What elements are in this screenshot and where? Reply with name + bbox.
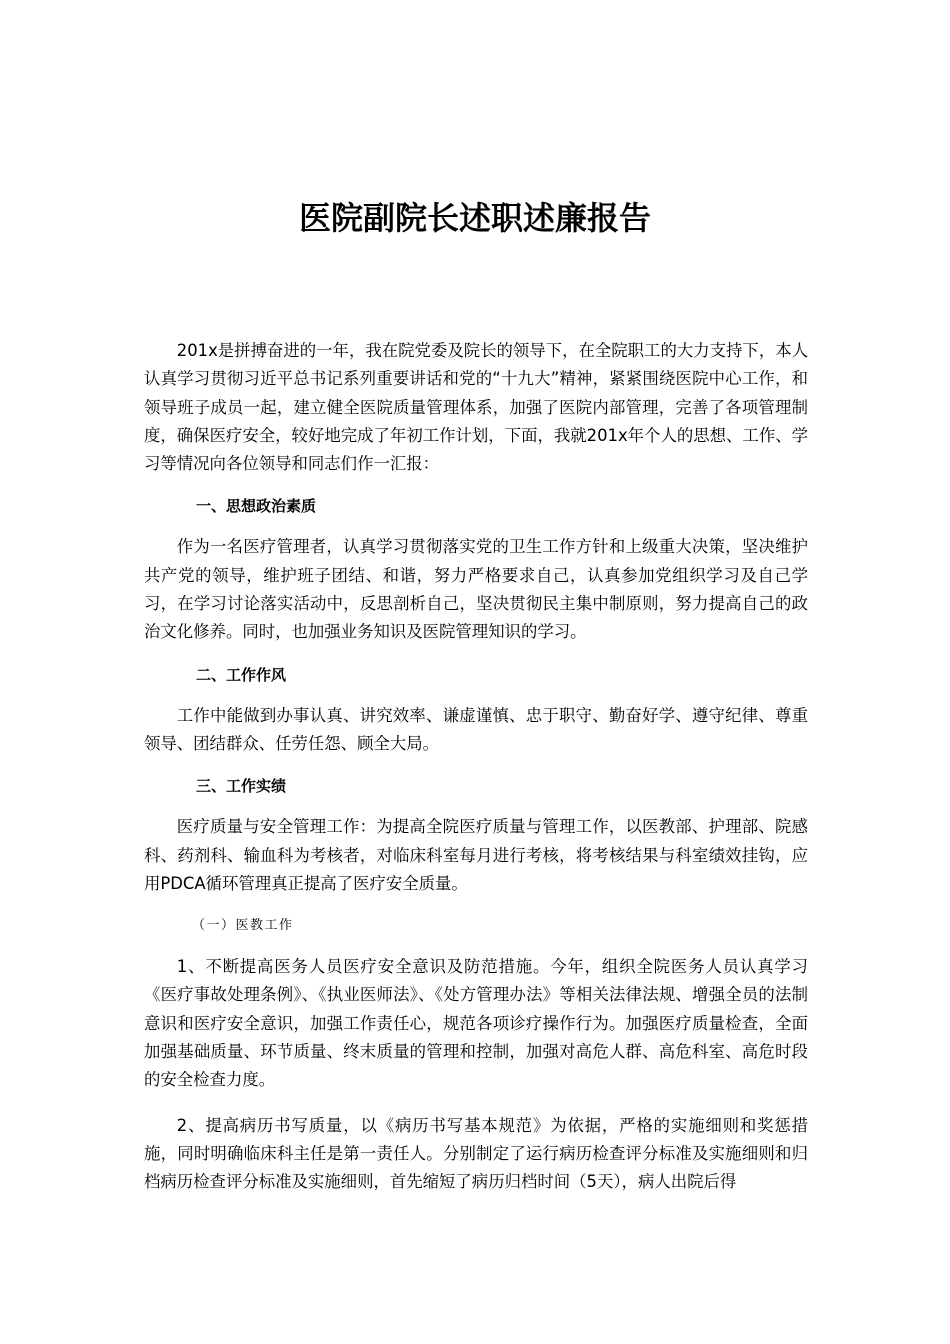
list-item-1: 1、不断提高医务人员医疗安全意识及防范措施。今年，组织全院医务人员认真学习《医疗事故处理条例》、《执业医师法》、《处方管理办法》等相关法律法规、增强全员的法制意识和医疗安全意识，加强工作责任心，规范各项诊疗操作行为。加强医疗质量检查，全面加强基础质量、环节质量、终末质量的管理和控制，加强对高危人群、高危科室、高危时段的安全检查力度。 xyxy=(144,957,808,1090)
section-heading-3: 三、工作实绩 xyxy=(196,777,287,796)
spacer xyxy=(144,1095,808,1112)
spacer xyxy=(144,797,808,813)
section-body-2: 工作中能做到办事认真、讲究效率、谦虚谨慎、忠于职守、勤奋好学、遵守纪律、尊重领导、团结群众、任劳任怨、顾全大局。 xyxy=(144,705,808,753)
intro-paragraph: 201x是拼搏奋进的一年，我在院党委及院长的领导下，在全院职工的大力支持下，本人认真学习贯彻习近平总书记系列重要讲话和党的“十九大”精神，紧紧围绕医院中心工作，和领导班子成员一起，建立健全医院质量管理体系，加强了医院内部管理，完善了各项管理制度，确保医疗安全，较好地完成了年初工作计划，下面，我就201x年个人的思想、工作、学习等情况向各位领导和同志们作一汇报： xyxy=(144,341,808,474)
list-item-2: 2、提高病历书写质量，以《病历书写基本规范》为依据，严格的实施细则和奖惩措施，同时明确临床科主任是第一责任人。分别制定了运行病历检查评分标准及实施细则和归档病历检查评分标准及实施细则，首先缩短了病历归档时间（5天），病人出院后得 xyxy=(144,1115,808,1192)
section-body-3: 医疗质量与安全管理工作：为提高全院医疗质量与管理工作，以医教部、护理部、院感科、药剂科、输血科为考核者，对临床科室每月进行考核，将考核结果与科室绩效挂钩，应用PDCA循环管理真正提高了医疗安全质量。 xyxy=(144,817,808,893)
document-body xyxy=(144,337,808,1197)
document-title: 医院副院长述职述廉报告 xyxy=(298,199,651,237)
spacer xyxy=(144,898,808,915)
spacer xyxy=(144,937,808,953)
spacer xyxy=(144,758,808,775)
section-heading-1: 一、思想政治素质 xyxy=(196,497,317,516)
spacer xyxy=(144,478,808,495)
section-body-1: 作为一名医疗管理者，认真学习贯彻落实党的卫生工作方针和上级重大决策，坚决维护共产党的领导，维护班子团结、和谐，努力严格要求自己，认真参加党组织学习及自己学习，在学习讨论落实活动中，反思剖析自己，坚决贯彻民主集中制原则，努力提高自己的政治文化修养。同时，也加强业务知识及医院管理知识的学习。 xyxy=(144,537,808,642)
subsection-heading-1: （一）医教工作 xyxy=(192,918,294,934)
spacer xyxy=(144,647,808,664)
section-heading-2: 二、工作作风 xyxy=(196,665,287,684)
spacer xyxy=(144,517,808,533)
spacer xyxy=(144,686,808,702)
